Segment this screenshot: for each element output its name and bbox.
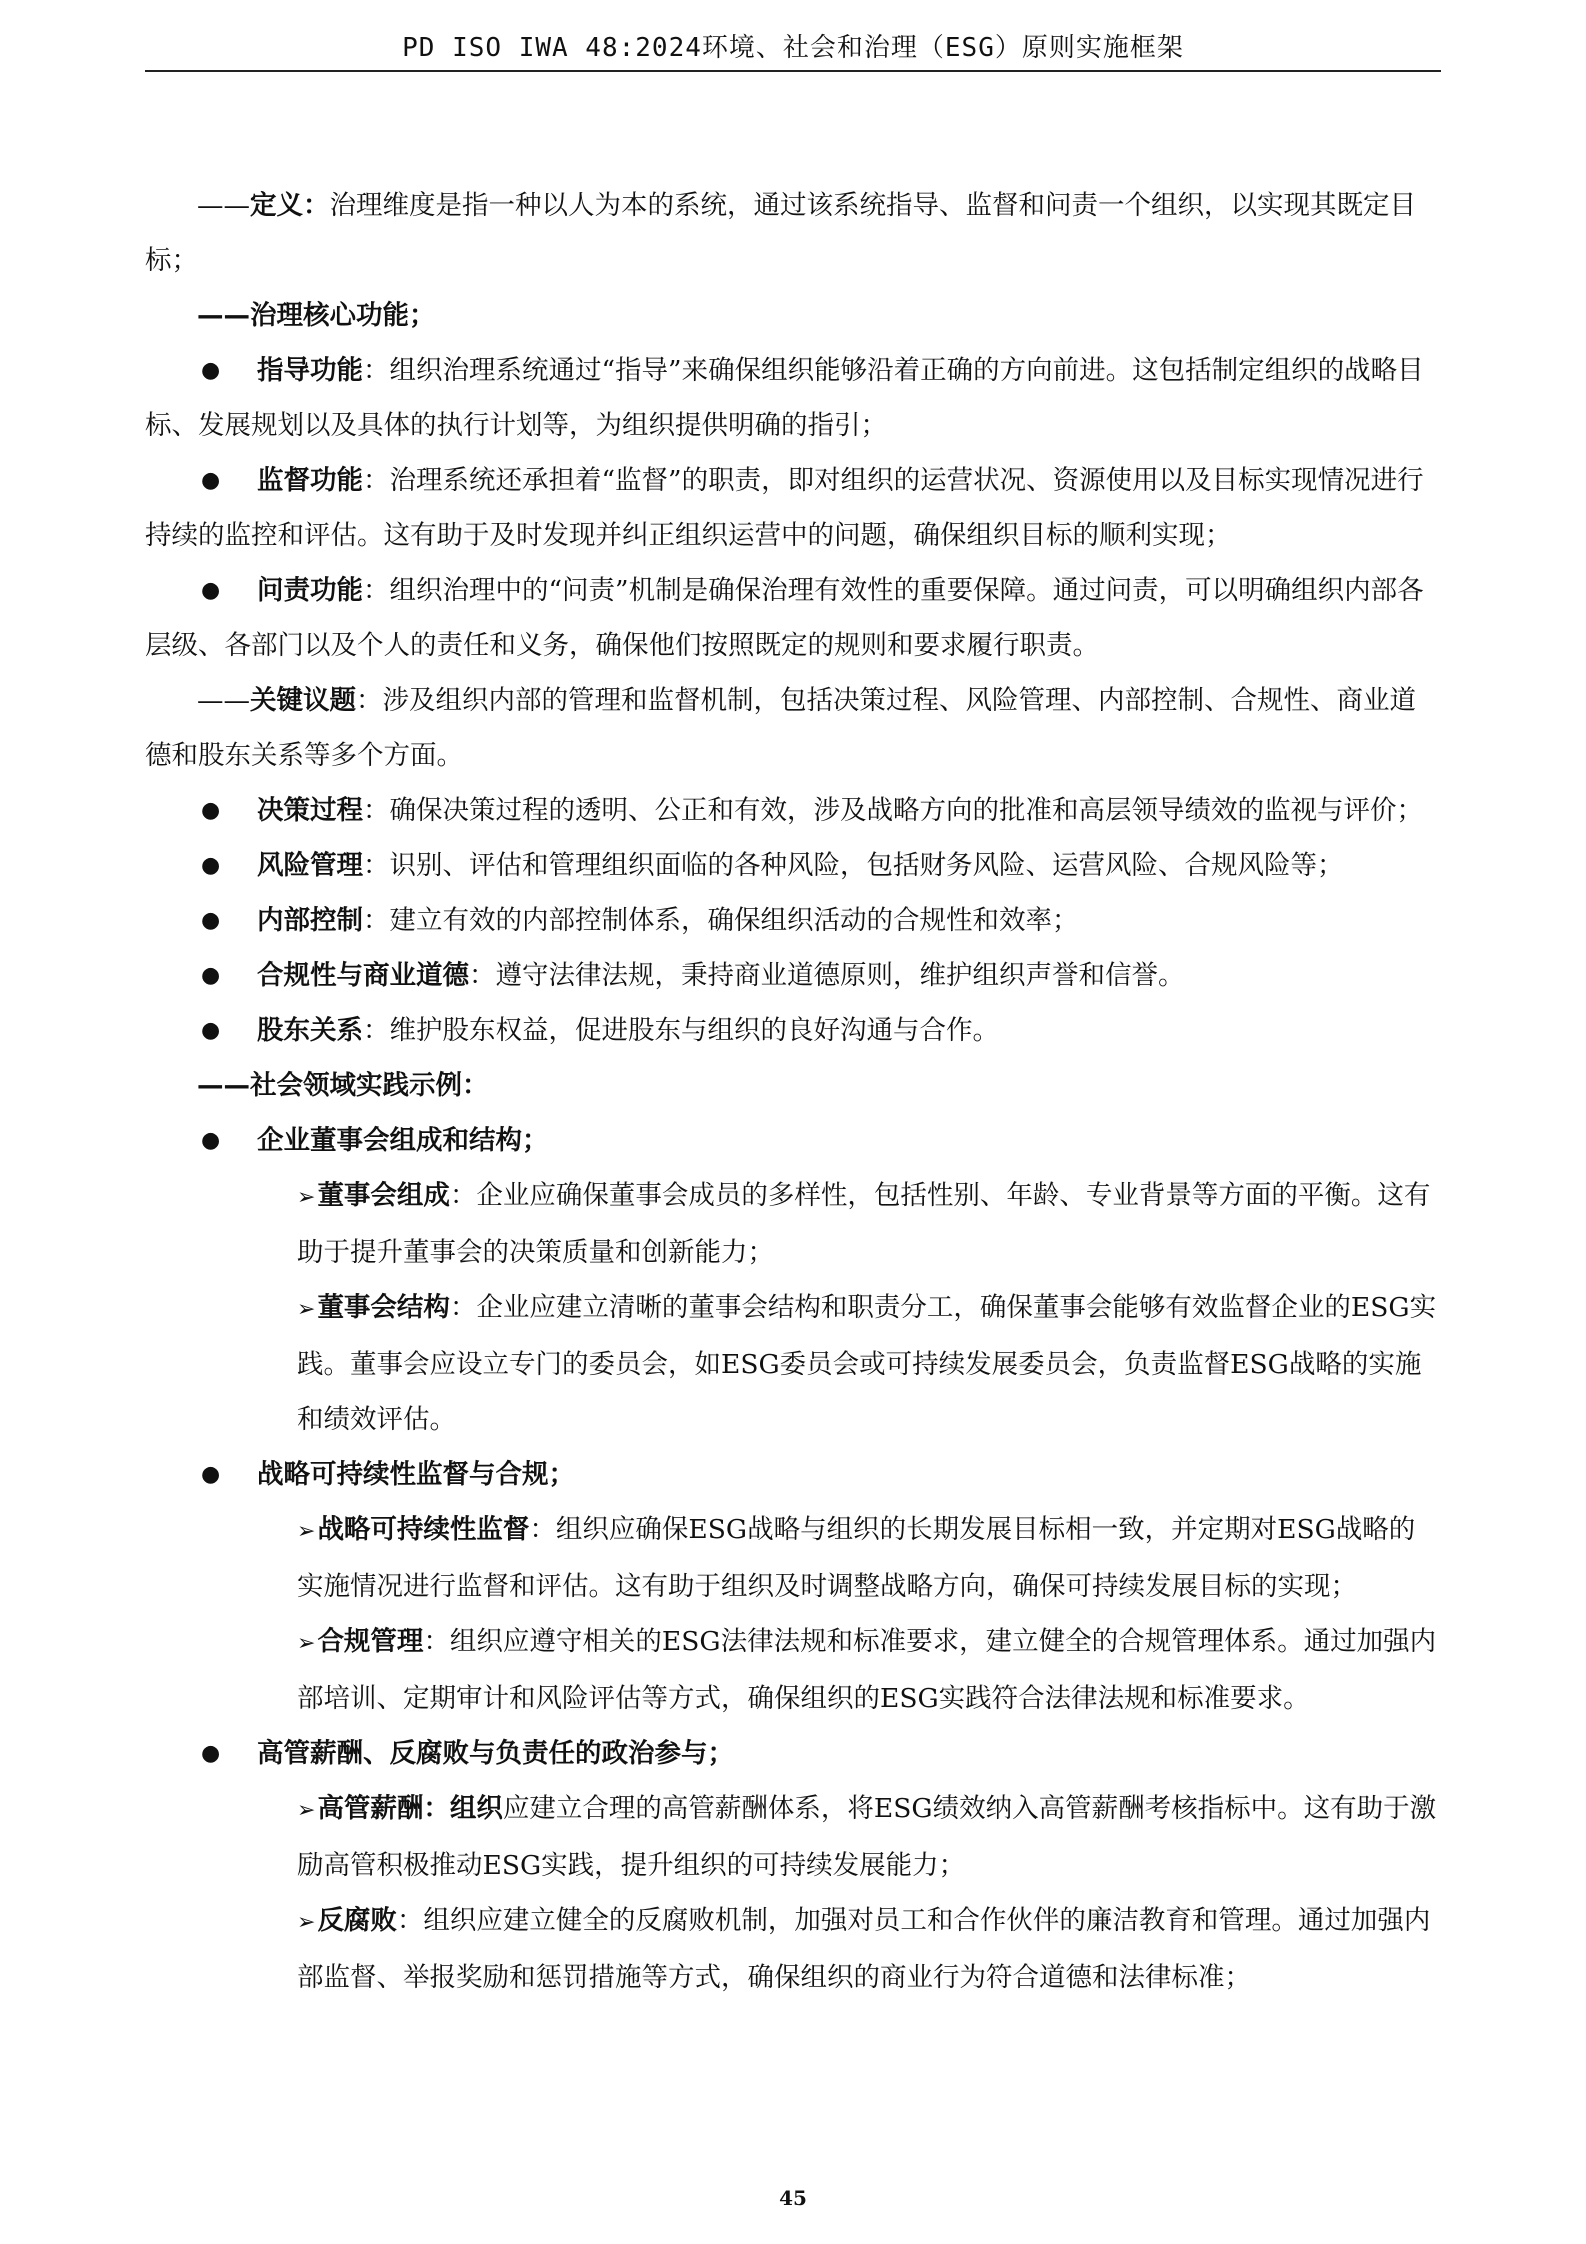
list-item: ● 风险管理：识别、评估和管理组织面临的各种风险，包括财务风险、运营风险、合规风险等； [145,838,1441,893]
sub-list-item: ➢战略可持续性监督：组织应确保ESG战略与组织的长期发展目标相一致，并定期对ESG战略的实施情况进行监督和评估。这有助于组织及时调整战略方向，确保可持续发展目标的实现； [297,1514,1416,1602]
list-item: ● 问责功能：组织治理中的“问责”机制是确保治理有效性的重要保障。通过问责，可以明确组织内部各层级、各部门以及个人的责任和义务，确保他们按照既定的规则和要求履行职责。 [145,563,1441,673]
key-issues-paragraph: ——关键议题：涉及组织内部的管理和监督机制，包括决策过程、风险管理、内部控制、合规性、商业道德和股东关系等多个方面。 [145,685,1416,771]
bullet-icon: ● [201,468,221,493]
bullet-icon: ● [201,578,221,603]
sub-list-item: ➢董事会组成：企业应确保董事会成员的多样性，包括性别、年龄、专业背景等方面的平衡。这有助于提升董事会的决策质量和创新能力； [297,1180,1431,1268]
list-item: ● 指导功能：组织治理系统通过“指导”来确保组织能够沿着正确的方向前进。这包括制定组织的战略目标、发展规划以及具体的执行计划等，为组织提供明确的指引； [145,343,1441,453]
bullet-icon: ● [201,1128,221,1153]
list-item: ● 合规性与商业道德：遵守法律法规，秉持商业道德原则，维护组织声誉和信誉。 [145,948,1441,1003]
list-item: ● 内部控制：建立有效的内部控制体系，确保组织活动的合规性和效率； [145,893,1441,948]
bullet-icon: ● [201,798,221,823]
arrow-bullet-icon: ➢ [297,1910,316,1935]
bullet-icon: ● [201,908,221,933]
arrow-bullet-icon: ➢ [297,1519,316,1544]
definition-text: 治理维度是指一种以人为本的系统，通过该系统指导、监督和问责一个组织，以实现其既定目标； [145,190,1416,276]
list-item: ● 决策过程：确保决策过程的透明、公正和有效，涉及战略方向的批准和高层领导绩效的监视与评价； [145,783,1441,838]
definition-paragraph: ——定义：治理维度是指一种以人为本的系统，通过该系统指导、监督和问责一个组织，以实现其既定目标； [145,190,1416,276]
core-functions-heading: ——治理核心功能； [197,300,436,331]
list-item: ● 战略可持续性监督与合规； [145,1447,1441,1502]
document-body [145,178,1441,2005]
arrow-bullet-icon: ➢ [297,1631,316,1656]
bullet-icon: ● [201,963,221,988]
page-number: 45 [779,2186,807,2210]
bullet-icon: ● [201,358,221,383]
arrow-bullet-icon: ➢ [297,1185,316,1210]
key-issues-label: 关键议题 [250,685,356,716]
sub-list-item: ➢董事会结构：企业应建立清晰的董事会结构和职责分工，确保董事会能够有效监督企业的ESG实践。董事会应设立专门的委员会，如ESG委员会或可持续发展委员会，负责监督ESG战略的实施和绩效评估。 [297,1292,1437,1435]
list-item: ● 高管薪酬、反腐败与负责任的政治参与； [145,1726,1441,1781]
arrow-bullet-icon: ➢ [297,1297,316,1322]
sub-list-item: ➢反腐败：组织应建立健全的反腐败机制，加强对员工和合作伙伴的廉洁教育和管理。通过加强内部监督、举报奖励和惩罚措施等方式，确保组织的商业行为符合道德和法律标准； [297,1905,1431,1993]
page-header [145,26,1441,72]
bullet-icon: ● [201,1741,221,1766]
list-item: ● 企业董事会组成和结构； [145,1113,1441,1168]
bullet-icon: ● [201,853,221,878]
sub-list-item: ➢高管薪酬：组织应建立合理的高管薪酬体系，将ESG绩效纳入高管薪酬考核指标中。这有助于激励高管积极推动ESG实践，提升组织的可持续发展能力； [297,1793,1437,1881]
list-item: ● 监督功能：治理系统还承担着“监督”的职责，即对组织的运营状况、资源使用以及目标实现情况进行持续的监控和评估。这有助于及时发现并纠正组织运营中的问题，确保组织目标的顺利实现； [145,453,1441,563]
bullet-icon: ● [201,1462,221,1487]
arrow-bullet-icon: ➢ [297,1798,316,1823]
list-item: ● 股东关系：维护股东权益，促进股东与组织的良好沟通与合作。 [145,1003,1441,1058]
definition-label: 定义 [250,190,303,221]
header-title: PD ISO IWA 48:2024环境、社会和治理（ESG）原则实施框架 [402,33,1184,63]
sub-list-item: ➢合规管理：组织应遵守相关的ESG法律法规和标准要求，建立健全的合规管理体系。通过加强内部培训、定期审计和风险评估等方式，确保组织的ESG实践符合法律法规和标准要求。 [297,1626,1437,1714]
practice-examples-heading: ——社会领域实践示例： [197,1070,489,1101]
bullet-icon: ● [201,1018,221,1043]
